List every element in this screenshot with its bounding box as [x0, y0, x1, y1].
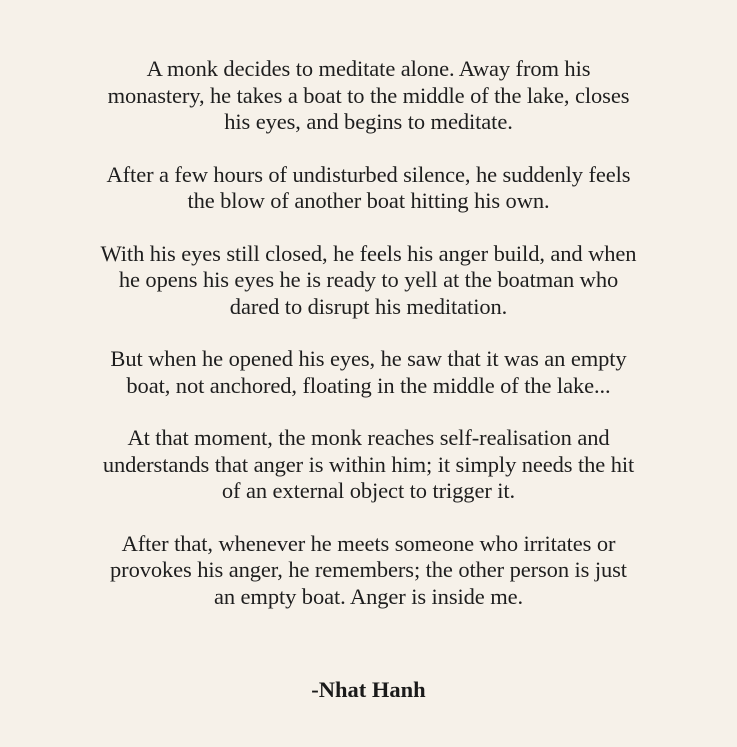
paragraph-5: [48, 425, 689, 505]
paragraph-line: his eyes, and begins to meditate.: [224, 109, 513, 134]
paragraph-line: After that, whenever he meets someone who irritates or: [121, 530, 616, 556]
paragraph-line: A monk decides to meditate alone. Away from his: [146, 56, 591, 81]
paragraph-line: boat, not anchored, floating in the middle of the lake...: [126, 372, 611, 398]
paragraph-2: [48, 162, 689, 215]
paragraph-line: dared to disrupt his meditation.: [229, 293, 508, 319]
paragraph-line: understands that anger is within him; it simply needs the hit: [102, 451, 635, 477]
paragraph-line: monastery, he takes a boat to the middle of the lake, closes: [107, 82, 630, 108]
paragraph-line: he opens his eyes he is ready to yell at the boatman who: [118, 267, 619, 292]
story-text: [48, 56, 689, 636]
paragraph-line: With his eyes still closed, he feels his anger build, and when: [100, 240, 637, 266]
paragraph-4: [48, 346, 689, 399]
paragraph-line: the blow of another boat hitting his own.: [187, 188, 550, 213]
paragraph-line: But when he opened his eyes, he saw that it was an empty: [110, 346, 627, 371]
paragraph-line: provokes his anger, he remembers; the other person is just: [110, 557, 627, 582]
paragraph-6: [48, 531, 689, 611]
paragraph-line: At that moment, the monk reaches self-realisation and: [127, 425, 610, 450]
author-attribution: -Nhat Hanh: [311, 677, 426, 702]
paragraph-line: an empty boat. Anger is inside me.: [213, 583, 524, 609]
paragraph-1: [48, 56, 689, 136]
paragraph-line: After a few hours of undisturbed silence, he suddenly feels: [106, 161, 631, 187]
paragraph-3: [48, 241, 689, 321]
paragraph-line: of an external object to trigger it.: [221, 478, 516, 503]
